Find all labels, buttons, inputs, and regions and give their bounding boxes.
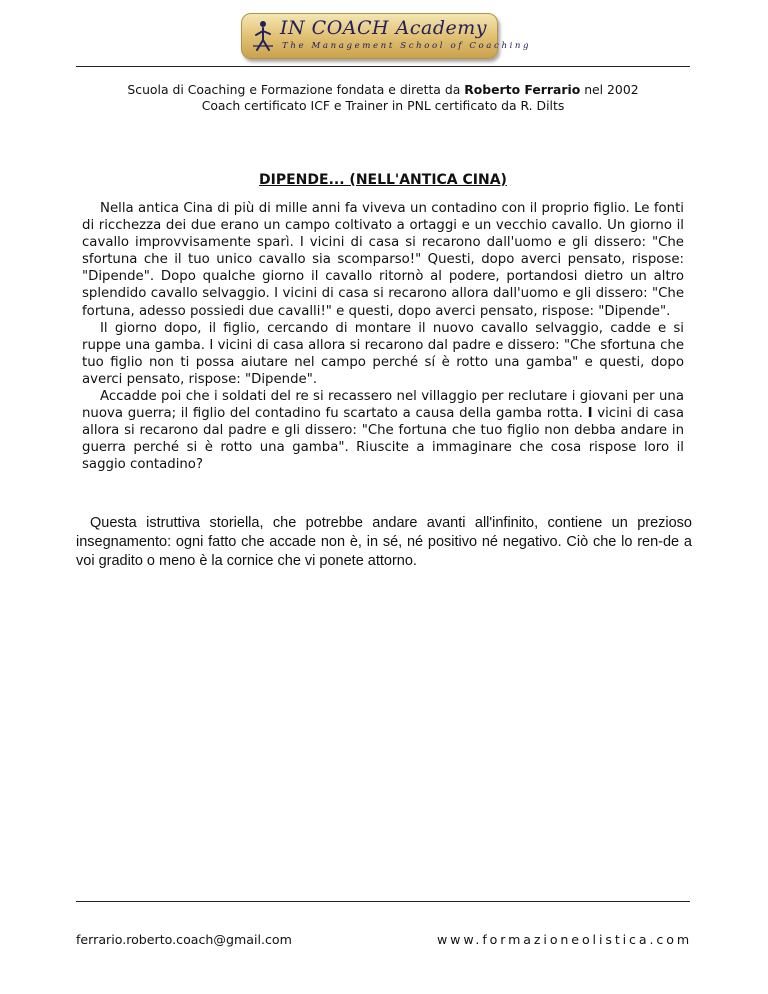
institute-info (76, 82, 690, 114)
logo-subtitle: The Management School of Coaching (282, 41, 532, 51)
moral-section (76, 514, 692, 571)
academy-logo (241, 13, 532, 59)
story-paragraph-3-end: vicini di casa allora si recarono dal padre e gli dissero: "Che fortuna che tuo figlio non debba andare in guerra perché si è rotto una gamba". Riuscite a immaginare che cosa rispose loro il saggio contadino? (82, 406, 684, 473)
footer-divider (76, 901, 690, 902)
story-paragraph-1: Nella antica Cina di più di mille anni fa viveva un contadino con il proprio figlio. Le fonti di ricchezza dei due erano un campo coltivato a ortaggi e un vecchio cavallo. Un giorno il cavallo improvvisamente sparì. I vicini di casa si recarono dall'uomo e gli dissero: "Che sfortuna che il tuo unico cavallo sia scomparso!" Questi, dopo averci pensato, rispose: "Dipende". Dopo qualche giorno il cavallo ritornò al podere, portandosi dietro un altro splendido cavallo selvaggio. I vicini di casa si recarono allora dall'uomo e gli dissero: "Che fortuna, adesso possiedi due cavalli!" e questi, dopo averci pensato, rispose: "Dipende". (82, 201, 684, 319)
logo-title: IN COACH Academy (280, 17, 487, 39)
story-paragraph-2: Il giorno dopo, il figlio, cercando di montare il nuovo cavallo selvaggio, cadde e si ruppe una gamba. I vicini di casa allora si recarono dal padre e dissero: "Che sfortuna che tuo figlio non ti possa aiutare nel campo perché sí è rotto una gamba" e questi, dopo averci pensato, rispose: "Dipende". (82, 320, 684, 387)
story-body (82, 200, 684, 474)
footer-website-link[interactable]: www.formazioneolistica.com (436, 932, 692, 947)
footer-email-link[interactable]: ferrario.roberto.coach@gmail.com (76, 932, 292, 947)
institute-line-1-suffix: nel 2002 (580, 82, 639, 97)
moral-paragraph: Questa istruttiva storiella, che potrebbe andare avanti all'infinito, contiene un prezioso insegnamento: ogni fatto che accade non è, in sé, né positivo né negativo. Ciò che lo ren-de a voi gradito o meno è la cornice che vi ponete attorno. (76, 515, 692, 569)
page-title: DIPENDE... (NELL'ANTICA CINA) (259, 172, 507, 188)
institute-line-1-prefix: Scuola di Coaching e Formazione fondata e diretta da (127, 82, 465, 97)
story-paragraph-3-start: Accadde poi che i soldati del re si recassero nel villaggio per reclutare i giovani per una nuova guerra; il figlio del contadino fu scartato a causa della gamba rotta. (82, 389, 684, 422)
founder-name: Roberto Ferrario (464, 82, 581, 97)
coach-figure-icon (250, 20, 276, 52)
institute-line-1 (76, 82, 690, 98)
header-divider (76, 66, 690, 67)
institute-line-2: Coach certificato ICF e Trainer in PNL certificato da R. Dilts (201, 98, 565, 113)
story-paragraph-3-bold: I (587, 406, 593, 422)
story-paragraph-3 (82, 388, 684, 473)
